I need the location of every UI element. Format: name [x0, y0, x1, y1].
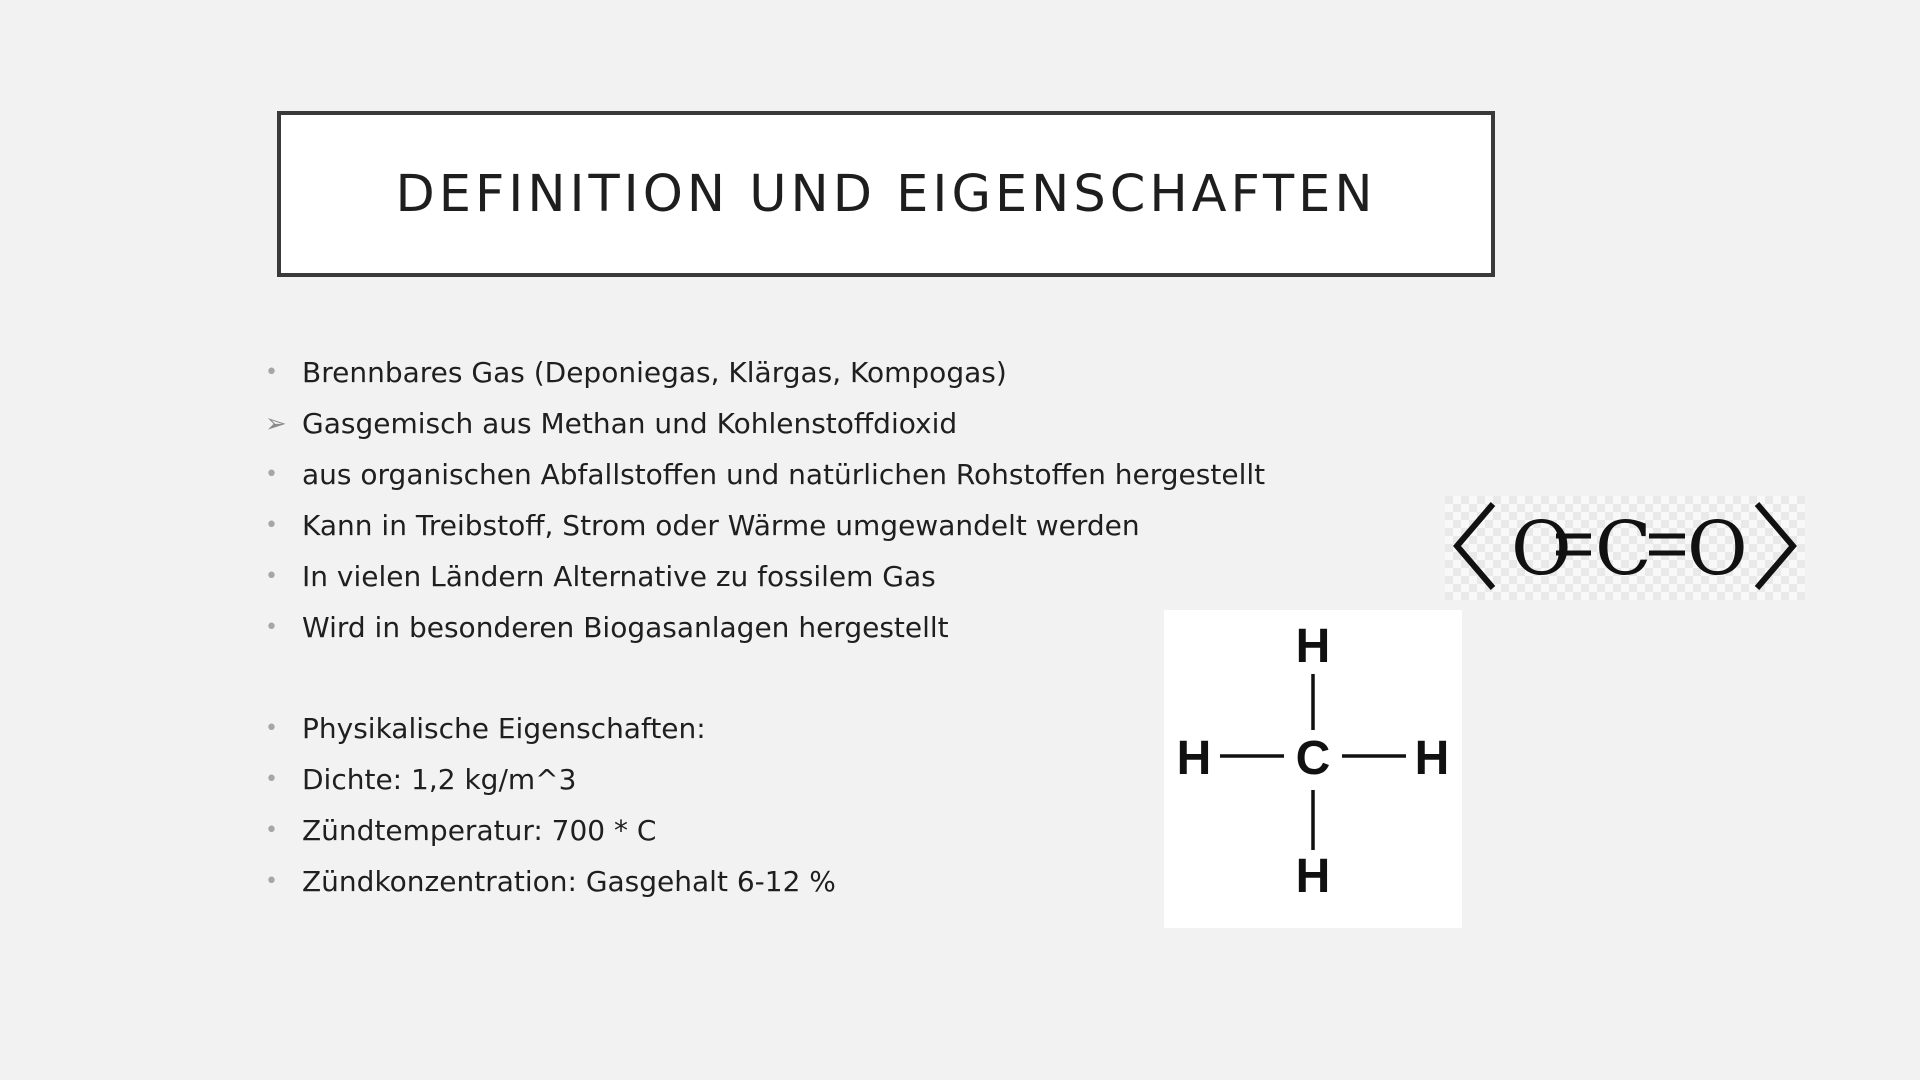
bullet-list [265, 347, 1265, 907]
property-text: Physikalische Eigenschaften: [302, 712, 706, 745]
ch4-atom-bottom: H [1295, 850, 1331, 903]
co2-structure-image [1445, 496, 1805, 600]
ch4-atom-center: C [1295, 732, 1331, 785]
title-box [277, 111, 1495, 277]
bullet-text: Gasgemisch aus Methan und Kohlenstoffdioxid [302, 407, 958, 440]
ch4-atom-left: H [1176, 732, 1212, 785]
property-item-3 [265, 805, 1265, 856]
ch4-structure-diagram [1164, 610, 1462, 928]
bullet-item-2 [265, 398, 1265, 449]
property-text: Zündkonzentration: Gasgehalt 6-12 % [302, 865, 836, 898]
bullet-text: Brennbares Gas (Deponiegas, Klärgas, Kompogas) [302, 356, 1007, 389]
bullet-item-6 [265, 602, 1265, 653]
ch4-atom-top: H [1295, 620, 1331, 673]
property-item-4 [265, 856, 1265, 907]
bullet-dot-icon: • [265, 817, 278, 843]
bullet-item-5 [265, 551, 1265, 602]
bullet-dot-icon: • [265, 512, 278, 538]
ch4-atom-right: H [1414, 732, 1450, 785]
bullet-text: Wird in besonderen Biogasanlagen hergestellt [302, 611, 949, 644]
ch4-structure-image [1164, 610, 1462, 928]
bullet-dot-icon: • [265, 461, 278, 487]
bullet-dot-icon: • [265, 868, 278, 894]
bullet-item-4 [265, 500, 1265, 551]
bullet-dot-icon: • [265, 563, 278, 589]
lone-pair-left-icon [1457, 504, 1493, 588]
bullet-dot-icon: • [265, 715, 278, 741]
slide-title: DEFINITION UND EIGENSCHAFTEN [395, 164, 1377, 224]
bullet-text: In vielen Ländern Alternative zu fossilem Gas [302, 560, 936, 593]
bullet-item-3 [265, 449, 1265, 500]
co2-structure-diagram [1445, 496, 1805, 600]
co2-atom-left: O [1511, 506, 1572, 592]
property-item-1 [265, 703, 1265, 754]
bullet-dot-icon: • [265, 359, 278, 385]
property-item-2 [265, 754, 1265, 805]
co2-atom-right: O [1687, 506, 1748, 592]
property-text: Zündtemperatur: 700 * C [302, 814, 657, 847]
lone-pair-right-icon [1757, 504, 1793, 588]
bullet-dot-icon: • [265, 766, 278, 792]
bullet-text: aus organischen Abfallstoffen und natürlichen Rohstoffen hergestellt [302, 458, 1266, 491]
arrowhead-bullet-icon: ➢ [265, 408, 287, 439]
bullet-text: Kann in Treibstoff, Strom oder Wärme umgewandelt werden [302, 509, 1140, 542]
bullet-item-1 [265, 347, 1265, 398]
bullet-dot-icon: • [265, 614, 278, 640]
co2-atom-center: C [1595, 506, 1652, 592]
property-text: Dichte: 1,2 kg/m^3 [302, 763, 577, 796]
